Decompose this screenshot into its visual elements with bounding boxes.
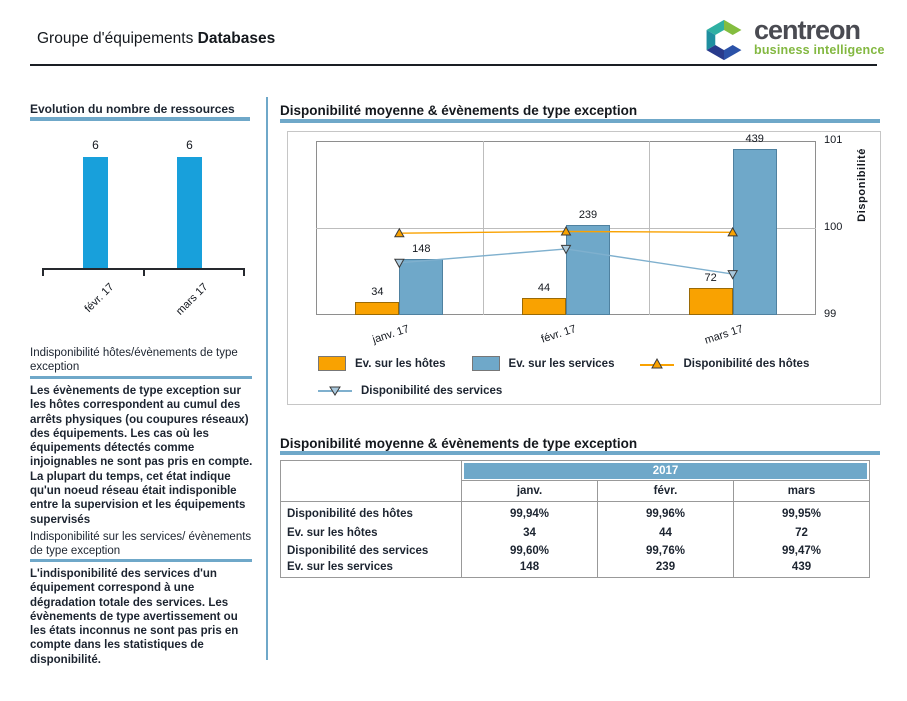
mini-axis-tick [42,268,44,276]
bar-value-label: 439 [745,132,764,145]
mini-axis-tick [243,268,245,276]
bar-value-label: 34 [371,286,384,299]
row-label: Ev. sur les hôtes [281,524,462,542]
resource-x-label: févr. 17 [81,281,116,315]
legend-label-dispo-hotes: Disponibilité des hôtes [683,357,810,370]
resources-bar-chart [30,127,252,332]
right-axis-tick-label: 101 [824,134,843,146]
service-section-underline [30,559,252,562]
month-header-mars: mars [734,481,870,502]
cell-value: 72 [734,524,870,542]
legend-marker-dispo-services-icon [318,384,352,398]
table-row [281,502,870,524]
resources-title-underline [30,117,250,121]
resource-bar-value: 6 [186,138,193,152]
legend-label-dispo-services: Disponibilité des services [361,384,503,397]
bar-value-label: 72 [704,271,717,284]
resource-x-label: mars 17 [173,281,210,318]
bar-value-label: 44 [537,282,551,295]
cell-value: 99,76% [598,542,734,560]
row-label: Disponibilité des services [281,542,462,560]
service-section-paragraph: L'indisponibilité des services d'un équipement correspond à une dégradation totale des services. Les évènements de type avertissement ou les états inconnus ne sont pas pris en compte dans les statistiques de disponibilité. [30,568,239,666]
availability-table-underline [280,451,880,455]
legend-marker-dispo-hotes-icon [640,357,674,371]
resources-chart-title: Evolution du nombre de ressources [30,102,235,116]
right-axis-tick-label: 99 [824,308,837,320]
cell-value: 99,95% [734,502,870,524]
host-section-paragraph: Les évènements de type exception sur les hôtes correspondent au cumul des arrêts physiques (ou coupures réseaux) des équipements. Les cas où les équipements détectés comme injoignables ne sont pas pris en compte. La plupart du temps, cet état indique qu'un noeud réseau était indisponible entre la supervision et les équipements supervisés [30,385,253,526]
resource-bar [177,157,202,268]
legend-label-ev-hotes: Ev. sur les hôtes [355,357,446,370]
triangle-down-marker [728,271,737,279]
bar-value-label: 148 [412,243,431,256]
cell-value: 44 [598,524,734,542]
host-section-title: Indisponibilité hôtes/évènements de type exception [30,347,238,373]
centreon-logo [701,17,885,68]
cell-value: 148 [462,560,598,578]
vertical-divider [266,97,268,660]
table-row [281,542,870,560]
availability-combo-chart [287,131,881,405]
service-section-title: Indisponibilité sur les services/ évènements de type exception [30,531,252,557]
right-axis-tick-label: 100 [824,221,843,233]
cell-value: 439 [734,560,870,578]
cell-value: 99,47% [734,542,870,560]
x-axis-label: mars 17 [702,323,745,347]
page-title [37,30,275,48]
row-label: Ev. sur les services [281,560,462,578]
cell-value: 34 [462,524,598,542]
page-title-prefix: Groupe d'équipements [37,30,194,47]
resource-bar [83,157,108,268]
bar-value-label: 239 [578,208,598,221]
logo-tagline: business intelligence [754,43,885,57]
cell-value: 239 [598,560,734,578]
x-axis-label: janv. 17 [371,323,412,347]
legend-label-ev-services: Ev. sur les services [508,357,615,370]
availability-table [280,460,870,578]
row-label: Disponibilité des hôtes [281,502,462,524]
availability-table-wrap [280,460,870,578]
month-header-janv: janv. [462,481,598,502]
x-axis-label: févr. 17 [539,323,578,346]
legend-swatch-ev-services [472,356,500,371]
table-corner-cell [281,461,462,502]
header-rule [30,64,877,66]
table-year-cell [462,461,870,481]
logo-brand-text: centreon [754,15,861,45]
month-header-fevr: févr. [598,481,734,502]
availability-lines-layer [316,141,816,315]
cell-value: 99,94% [462,502,598,524]
availability-chart-underline [280,119,880,123]
year-header: 2017 [464,463,867,479]
table-row [281,560,870,578]
page-title-group-name: Databases [197,30,276,47]
triangle-down-marker [395,259,404,267]
resource-bar-value: 6 [92,138,99,152]
availability-table-title: Disponibilité moyenne & évènements de type exception [280,436,638,451]
right-axis-title: Disponibilité [856,148,868,222]
host-section-underline [30,376,252,379]
mini-axis-tick [143,268,145,276]
cell-value: 99,96% [598,502,734,524]
availability-chart-title: Disponibilité moyenne & évènements de type exception [280,103,638,118]
legend-swatch-ev-hotes [318,356,346,371]
table-row [281,524,870,542]
centreon-logo-icon [701,17,747,68]
chart-legend [318,350,863,404]
cell-value: 99,60% [462,542,598,560]
